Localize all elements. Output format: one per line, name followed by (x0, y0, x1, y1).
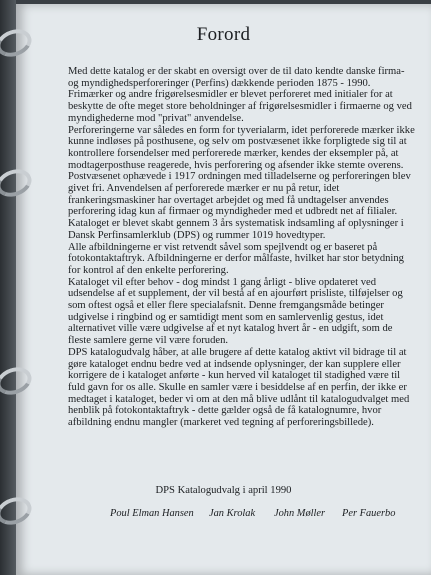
signatory-name: John Møller (274, 508, 326, 519)
paragraph: DPS katalogudvalg håber, at alle brugere af dette katalog aktivt vil bidrage til at gøre kataloget endnu bedre ved at indsende oplysninger, der kan supplere eller korrigere de i kataloget anførte - kun herved vil kataloget til stadighed være til fuld gavn for os alle. Skulle en samler være i besiddelse af en perfin, der ikke er medtaget i kataloget, beder vi om at den må blive udlånt til katalogudvalget med henblik på fotokontaktaftryk - dette gælder også de få katalognumre, hvor afbildning endnu mangler (markeret ved tegning af perforeringsbillede). (68, 346, 410, 429)
paragraph: Alle afbildningerne er vist retvendt såvel som spejlvendt og er baseret på fotokontaktaftryk. Afbildningerne er derfor målfaste, hvilket har stor betydning for kontrol af den enkelte perforering. (68, 241, 404, 276)
paragraph: Kataloget er blevet skabt gennem 3 års systematisk indsamling af oplysninger i Dansk Perfinsamlerklub (DPS) og rummer 1019 hovedtyper. (68, 218, 404, 241)
signoff-line: DPS Katalogudvalg i april 1990 (155, 485, 292, 496)
signatory-name: Jan Krolak (209, 508, 256, 519)
signatory-name: Per Fauerbo (342, 508, 396, 519)
page-title: Forord (196, 24, 251, 45)
paragraph: Frimærker og andre frigørelsesmidler er blevet perforeret med initialer for at beskytte de ofte meget store beholdninger af frigørelsesmidler i firmaerne og ved myndighederne mod "privat" anvendelse. (68, 89, 412, 124)
paragraph: Perforeringerne var således en form for tyverialarm, idet perforerede mærker ikke kunne indløses på posthusene, og selv om postvæsenet ikke forpligtede sig til at kontrollere forsendelser med perforerede mærker, kendes der eksempler på, at modtagerposthuse reagerede, hvis perforering og afsender ikke stemte overens. Postvæsenet ophævede i 1917 ordningen med tilladelserne og perforeringen blev givet fri. Anvendelsen af perforerede mærker er nu på retur, idet frankeringsmaskiner har overtaget arbejdet og med få undtagelser anvendes perforering idag kun af firmaer og myndigheder med et udbredt net af filialer. (68, 124, 415, 218)
paragraph: Med dette katalog er der skabt en oversigt over de til dato kendte danske firma- og myndighedsperforeringer (Perfins) dækkende perioden 1875 - 1990. (68, 66, 405, 89)
signatory-name: Poul Elman Hansen (110, 508, 194, 519)
paragraph: Kataloget vil efter behov - dog mindst 1 gang årligt - blive opdateret ved udsendelse af et supplement, der vil bestå af en ajourført prisliste, tilføjelser og som oftest også et eller flere specialafsnit. Denne fremgangsmåde betinger udgivelse i ringbind og er samtidigt ment som en samlervenlig gestus, idet alternativet ville være udgivelse af et nyt katalog hvert år - en udgift, som de fleste samlere gerne vil være foruden. (68, 276, 403, 347)
binder-edge (0, 0, 16, 575)
foreword-text (68, 66, 416, 429)
